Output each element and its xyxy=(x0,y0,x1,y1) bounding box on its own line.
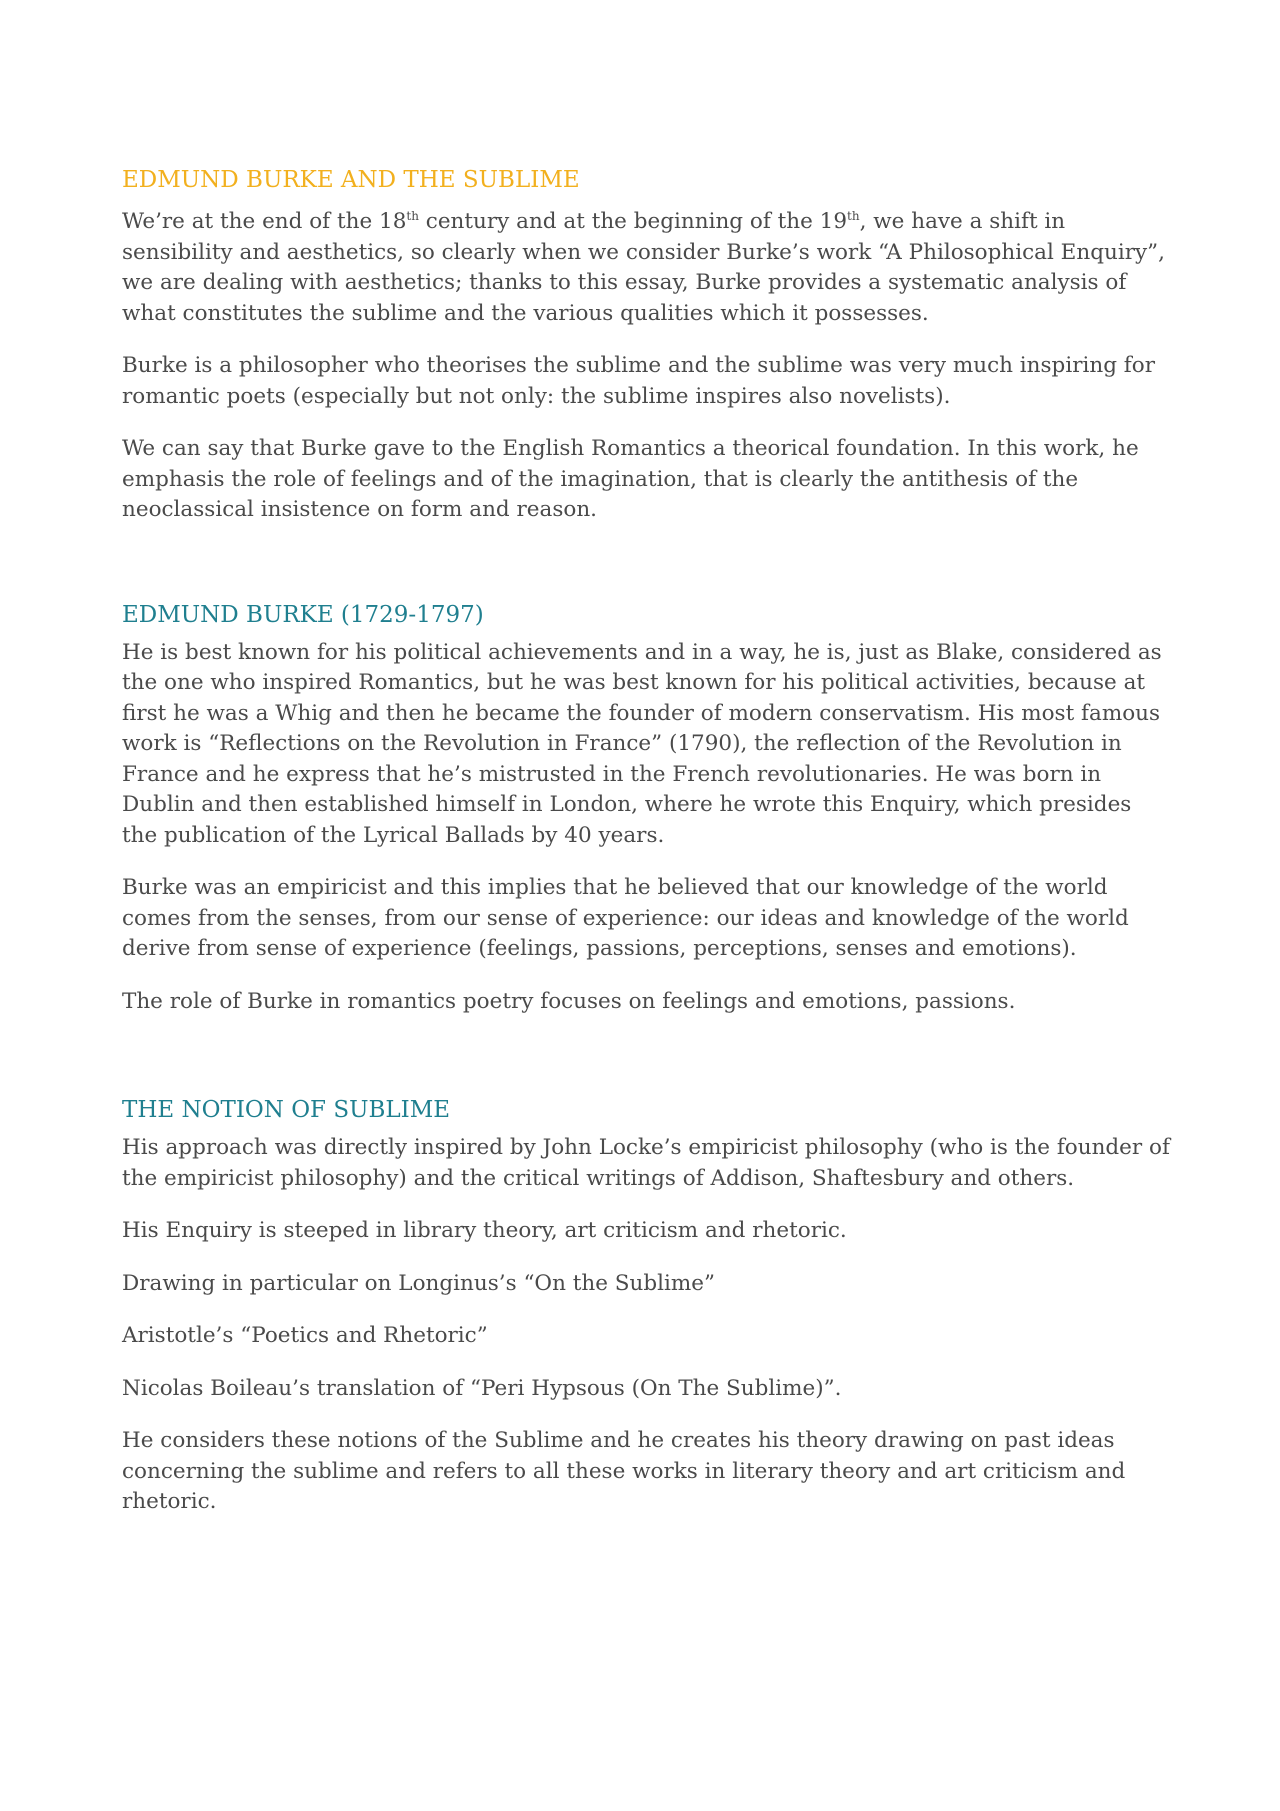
section-heading-burke-sublime: EDMUND BURKE AND THE SUBLIME xyxy=(122,167,580,193)
paragraph: We can say that Burke gave to the English Romantics a theorical foundation. In this work, he emphasis the role of feelings and of the imagination, that is clearly the antithesis of the neoclassical insistence on form and reason. xyxy=(122,436,1139,522)
paragraph: Nicolas Boileau’s translation of “Peri Hypsous (On The Sublime)”. xyxy=(122,1375,842,1401)
paragraph: Burke is a philosopher who theorises the sublime and the sublime was very much inspiring for romantic poets (especially but not only: the sublime inspires also novelists). xyxy=(122,353,1155,409)
paragraph: Aristotle’s “Poetics and Rhetoric” xyxy=(122,1323,488,1348)
superscript: th xyxy=(847,208,860,223)
paragraph: He is best known for his political achievements and in a way, he is, just as Blake, considered as the one who inspired Romantics, but he was best known for his political activities, because at first he was a Whig and then he became the founder of modern conservatism. His most famous work is “Reflections on the Revolution in France” (1790), the reflection of the Revolution in France and he express that he’s mistrusted in the French revolutionaries. He was born in Dublin and then established himself in London, where he wrote this Enquiry, which presides the publication of the Lyrical Ballads by 40 years. xyxy=(122,639,1162,848)
paragraph: The role of Burke in romantics poetry focuses on feelings and emotions, passions. xyxy=(122,988,1016,1014)
paragraph: His Enquiry is steeped in library theory, art criticism and rhetoric. xyxy=(122,1218,847,1243)
section-heading-edmund-burke: EDMUND BURKE (1729-1797) xyxy=(122,601,484,628)
paragraph: Drawing in particular on Longinus’s “On the Sublime” xyxy=(122,1270,715,1296)
section-heading-notion-of-sublime: THE NOTION OF SUBLIME xyxy=(122,1097,451,1123)
document-body xyxy=(122,165,1172,1540)
paragraph: He considers these notions of the Sublime and he creates his theory drawing on past ideas concerning the sublime and refers to all these works in literary theory and art criticism and rhetoric. xyxy=(122,1428,1126,1514)
paragraph: His approach was directly inspired by John Locke’s empiricist philosophy (who is the founder of the empiricist philosophy) and the critical writings of Addison, Shaftesbury and others. xyxy=(122,1135,1170,1191)
paragraph: Burke was an empiricist and this implies that he believed that our knowledge of the world comes from the senses, from our sense of experience: our ideas and knowledge of the world derive from sense of experience (feelings, passions, perceptions, senses and emotions). xyxy=(122,875,1129,961)
spacer xyxy=(122,548,1172,600)
superscript: th xyxy=(406,208,419,223)
spacer xyxy=(122,1039,1172,1095)
paragraph: We’re at the end of the 18th century and at the beginning of the 19th, we have a shift in sensibility and aesthetics, so clearly when we consider Burke’s work “A Philosophical Enquiry”, we are dealing with aesthetics; thanks to this essay, Burke provides a systematic analysis of what constitutes the sublime and the various qualities which it possesses. xyxy=(122,208,1165,326)
